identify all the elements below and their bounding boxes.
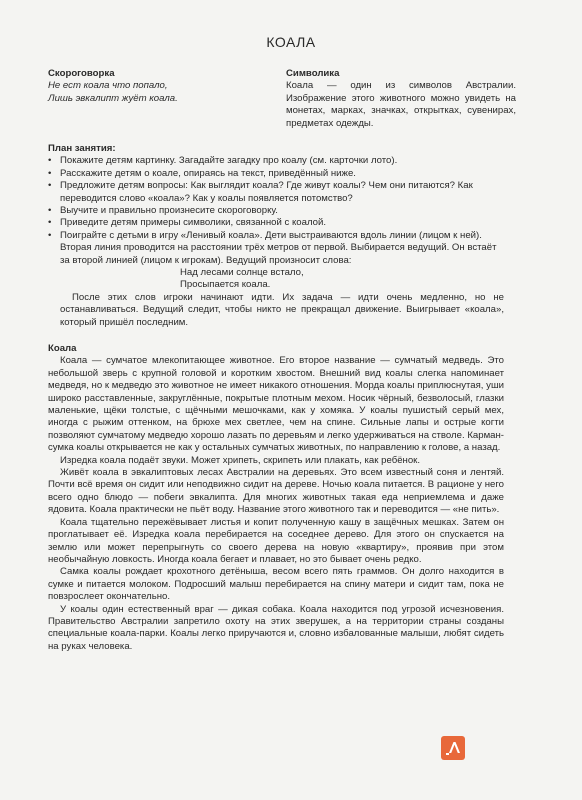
koala-heading: Коала	[48, 343, 77, 354]
article-paragraph: Самка коалы рождает крохотного детёныша, весом всего пять граммов. Он долго находится в сумке и питается молоком. Подросший малыш перебирается на спину матери и сидит там, пока не повзрослеет окончательно.	[48, 566, 504, 603]
tongue-twister-heading: Скороговорка	[48, 68, 115, 79]
tongue-twister-line: Лишь эвкалипт жуёт коала.	[48, 92, 178, 104]
tongue-twister-line: Не ест коала что попало,	[48, 80, 168, 92]
list-item: • Выучите и правильно произнесите скороговорку.	[48, 205, 278, 217]
article-paragraph: У коалы один естественный враг — дикая собака. Коала находится под угрозой исчезновения. Правительство Австралии запретило охоту на этих зверушек, а на территории страны созданы специальные коала-парки. Коалы легко приручаются и, словно избалованные малыши, любят сидеть на руках человека.	[48, 603, 504, 652]
bullet-icon: •	[48, 217, 52, 229]
lesson-plan-heading: План занятия:	[48, 143, 116, 154]
symbolism-heading: Символика	[286, 68, 340, 79]
game-poem-line: Над лесами солнце встало,	[180, 267, 304, 279]
page-title: КОАЛА	[266, 34, 316, 50]
bullet-icon: •	[48, 180, 52, 192]
symbolism-text: Коала — один из символов Австралии. Изображение этого животного можно увидеть на монетах, марках, значках, открытках, сувенирах, предметах одежды.	[286, 80, 516, 129]
game-poem-line: Просыпается коала.	[180, 279, 271, 291]
list-item: • Приведите детям примеры символики, связанной с коалой.	[48, 217, 327, 229]
lesson-plan-list	[48, 155, 504, 329]
list-item: • Расскажите детям о коале, опираясь на текст, приведённый ниже.	[48, 167, 356, 179]
bullet-icon: •	[48, 229, 52, 241]
koala-article	[48, 343, 504, 653]
lesson-plan-section	[48, 143, 504, 329]
bullet-icon: •	[48, 155, 52, 167]
list-item: • Предложите детям вопросы: Как выглядит коала? Где живут коалы? Чем они питаются? Как переводится слово «коала»? Как у коалы появляется потомство?	[48, 180, 473, 204]
tongue-twister-section	[48, 68, 268, 105]
article-paragraph: Коала тщательно пережёвывает листья и копит полученную кашу в защёчных мешках. Затем он проглатывает её. Изредка коала перебирается на соседнее дерево. Для этого он спускается на землю или может перепрыгнуть со своего дерева на новую «квартиру», проявив при этом необычайную ловкость. Иногда коала бегает и плавает, но это бывает очень редко.	[48, 516, 504, 565]
publisher-logo-icon	[441, 736, 465, 760]
list-item: • Поиграйте с детьми в игру «Ленивый коала». Дети выстраиваются вдоль линии (лицом к ней). Вторая линия проводится на расстоянии трёх метров от первой. Выбирается ведущий. Он встаёт за второй линией (лицом к игрокам). Ведущий произносит слова: Над лесами солнце встало, Просыпается коала. После этих слов игроки начинают идти. Их задача — идти очень медленно, но не останавливаться. Ведущий следит, чтобы никто не прекращал движение. Выигрывает «коала», который пришёл последним.	[48, 229, 504, 328]
symbolism-section	[286, 68, 516, 130]
game-rules-text: После этих слов игроки начинают идти. Их задача — идти очень медленно, но не останавливаться. Ведущий следит, чтобы никто не прекращал движение. Выигрывает «коала», который пришёл последним.	[60, 291, 504, 328]
bullet-icon: •	[48, 205, 52, 217]
article-paragraph: Коала — сумчатое млекопитающее животное. Его второе название — сумчатый медведь. Это небольшой зверь с крупной головой и коротким хвостом. Внешний вид коалы слегка напоминает медведя, но к медведю это животное не имеет никакого отношения. Морда коалы приплюснутая, уши широко расставленные, закруглённые, покрытые плотным мехом. Носик чёрный, безволосый, глазки маленькие, щёки толстые, с щёчными мешочками, как у хомяка. У коалы пушистый серый мех, иногда с рыжим оттенком, на брюхе мех светлее, чем на спине. Сильные лапы и острые когти позволяют сумчатому медведю хорошо лазать по деревьям и легко удерживаться на стволе. Карман-сумка коалы открывается не как у остальных сумчатых животных, по направлению к голове, а назад.	[48, 355, 504, 454]
article-paragraph: Живёт коала в эвкалиптовых лесах Австралии на деревьях. Это всем известный соня и лентяй. Почти всё время он сидит или неподвижно сидит на дереве. Ночью коала питается. В рационе у него всего одно блюдо — побеги эвкалипта. Для многих животных такая еда неприемлема и даже ядовита. Коала практически не пьёт воду. Название этого животного так и переводится — «не пить».	[48, 467, 504, 516]
article-paragraph: Изредка коала подаёт звуки. Может хрипеть, скрипеть или плакать, как ребёнок.	[60, 454, 421, 466]
bullet-icon: •	[48, 167, 52, 179]
list-item: • Покажите детям картинку. Загадайте загадку про коалу (см. карточки лото).	[48, 155, 398, 167]
